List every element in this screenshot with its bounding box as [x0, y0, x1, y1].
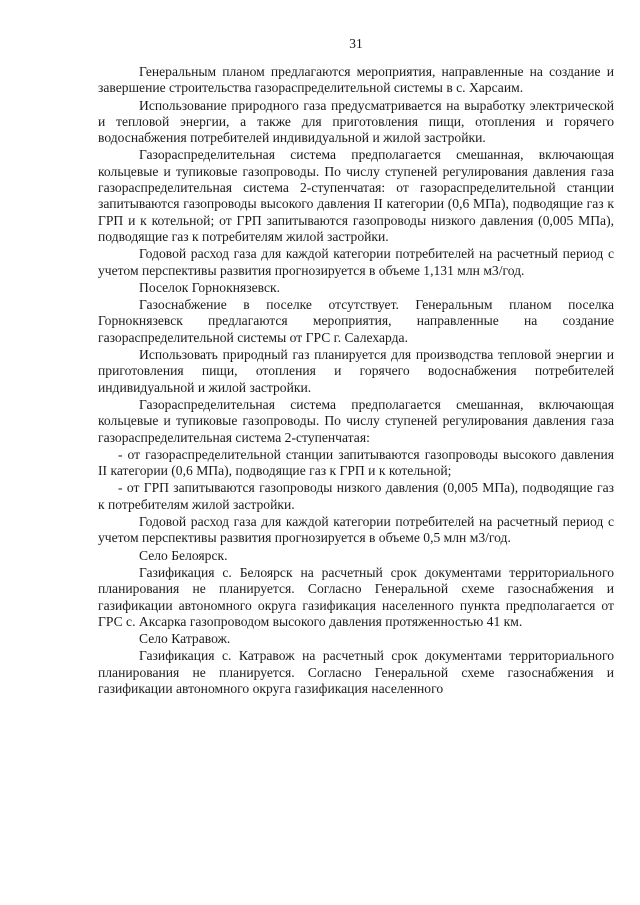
list-item: - от газораспределительной станции запитываются газопроводы высокого давления II категории (0,6 МПа), подводящие газ к ГРП и к котельной; — [98, 446, 614, 479]
section-heading: Село Катравож. — [139, 631, 231, 647]
paragraph: Газоснабжение в поселке отсутствует. Генеральным планом поселка Горнокнязевск предлагаются мероприятия, направленные на создание газораспределительной системы от ГРС г. Салехарда. — [98, 297, 614, 345]
paragraph: Использовать природный газ планируется для производства тепловой энергии и приготовления пищи, отопления и горячего водоснабжения потребителей индивидуальной и жилой застройки. — [98, 347, 614, 395]
section-heading: Поселок Горнокнязевск. — [139, 279, 281, 295]
paragraph: Газификация с. Катравож на расчетный срок документами территориального планирования не планируется. Согласно Генеральной схеме газоснабжения и газификации автономного округа газификация населенного — [98, 648, 614, 696]
list-item: - от ГРП запитываются газопроводы низкого давления (0,005 МПа), подводящие газ к потребителям жилой застройки. — [98, 480, 614, 512]
paragraph: Использование природного газа предусматривается на выработку электрической и тепловой энергии, а также для приготовления пищи, отопления и горячего водоснабжения потребителей индивидуальной и жилой застройки. — [98, 97, 614, 146]
paragraph: Газораспределительная система предполагается смешанная, включающая кольцевые и тупиковые газопроводы. По числу ступеней регулирования давления газа газораспределительная система 2-ступенчатая: — [98, 396, 614, 445]
paragraph: Годовой расход газа для каждой категории потребителей на расчетный период с учетом перспективы развития прогнозируется в объеме 1,131 млн м3/год. — [98, 246, 614, 278]
paragraph: Генеральным планом предлагаются мероприятия, направленные на создание и завершение строительства газораспределительной системы в с. Харсаим. — [98, 64, 614, 96]
paragraph: Годовой расход газа для каждой категории потребителей на расчетный период с учетом перспективы развития прогнозируется в объеме 0,5 млн м3/год. — [98, 514, 614, 546]
paragraph: Газораспределительная система предполагается смешанная, включающая кольцевые и тупиковые газопроводы. По числу ступеней регулирования давления газа газораспределительная система 2-ступенчатая: от газораспределительной станции запитываются газопроводы высокого давления II категории (0,6 МПа), подводящие газ к ГРП и к котельной; от ГРП запитываются газопроводы низкого давления (0,005 МПа), подводящие газ к потребителям жилой застройки. — [98, 147, 614, 244]
page-number: 31 — [349, 36, 363, 51]
section-heading: Село Белоярск. — [139, 547, 228, 563]
paragraph: Газификация с. Белоярск на расчетный срок документами территориального планирования не планируется. Согласно Генеральной схеме газоснабжения и газификации автономного округа газификация населенного пункта предполагается от ГРС с. Аксарка газопроводом высокого давления протяженностью 41 км. — [98, 564, 614, 629]
document-page — [98, 36, 614, 698]
